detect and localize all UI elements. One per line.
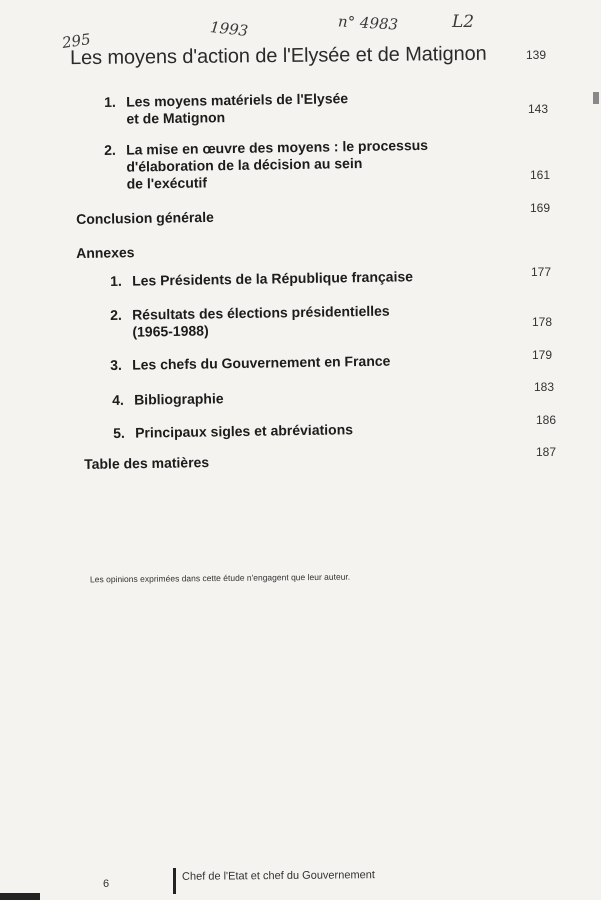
annex-entry xyxy=(112,390,224,409)
table-heading: Table des matières xyxy=(84,454,210,472)
running-footer: Chef de l'Etat et chef du Gouvernement xyxy=(181,869,375,883)
handwritten-note: L2 xyxy=(452,12,475,32)
annexes-heading: Annexes xyxy=(76,244,135,261)
toc-entry xyxy=(104,90,349,128)
page-ref: 143 xyxy=(527,102,548,116)
page-ref: 178 xyxy=(531,315,552,329)
edge-mark xyxy=(593,92,599,104)
handwritten-note: 295 xyxy=(60,30,92,52)
page-number: 6 xyxy=(103,878,110,890)
annex-entry xyxy=(110,353,391,374)
page-ref: 179 xyxy=(531,348,552,362)
entry-number: 2. xyxy=(104,141,116,158)
page-ref: 177 xyxy=(530,265,551,279)
entry-number: 1. xyxy=(110,272,122,289)
entry-title-line: Principaux sigles et abréviations xyxy=(134,421,354,441)
entry-title-line: de l'exécutif xyxy=(126,174,208,192)
entry-number: 2. xyxy=(110,306,122,323)
entry-title-line: d'élaboration de la décision au sein xyxy=(126,154,363,175)
footer-divider xyxy=(173,868,176,894)
conclusion-heading: Conclusion générale xyxy=(76,208,214,227)
entry-title-line: Bibliographie xyxy=(133,390,224,408)
scan-edge xyxy=(0,893,40,900)
entry-title-line: Résultats des élections présidentielles xyxy=(131,302,390,323)
toc-entry xyxy=(104,137,429,193)
entry-number: 3. xyxy=(110,356,122,373)
entry-title-line: Les moyens matériels de l'Elysée xyxy=(125,90,349,110)
page-ref: 186 xyxy=(535,413,556,427)
entry-title-line: (1965-1988) xyxy=(132,322,209,340)
page-ref: 169 xyxy=(529,201,550,215)
page-ref: 161 xyxy=(529,168,550,182)
page-ref: 183 xyxy=(533,380,554,394)
entry-number: 1. xyxy=(104,93,116,110)
annex-entry xyxy=(110,268,413,290)
annex-entry xyxy=(110,303,390,341)
entry-number: 5. xyxy=(113,424,125,441)
chapter-heading: Les moyens d'action de l'Elysée et de Matignon xyxy=(69,42,487,70)
entry-title-line: Les chefs du Gouvernement en France xyxy=(131,352,391,373)
annex-entry xyxy=(113,421,353,442)
page-ref: 139 xyxy=(525,48,546,62)
entry-title-line: Les Présidents de la République française xyxy=(131,268,414,289)
disclaimer-note: Les opinions exprimées dans cette étude n'engagent que leur auteur. xyxy=(89,571,351,585)
handwritten-note: n° 4983 xyxy=(337,12,399,34)
entry-title-line: et de Matignon xyxy=(126,109,226,127)
page-ref: 187 xyxy=(535,445,556,459)
entry-number: 4. xyxy=(112,391,124,408)
entry-title-line: La mise en œuvre des moyens : le processus xyxy=(125,136,429,158)
handwritten-note: 1993 xyxy=(209,18,250,40)
